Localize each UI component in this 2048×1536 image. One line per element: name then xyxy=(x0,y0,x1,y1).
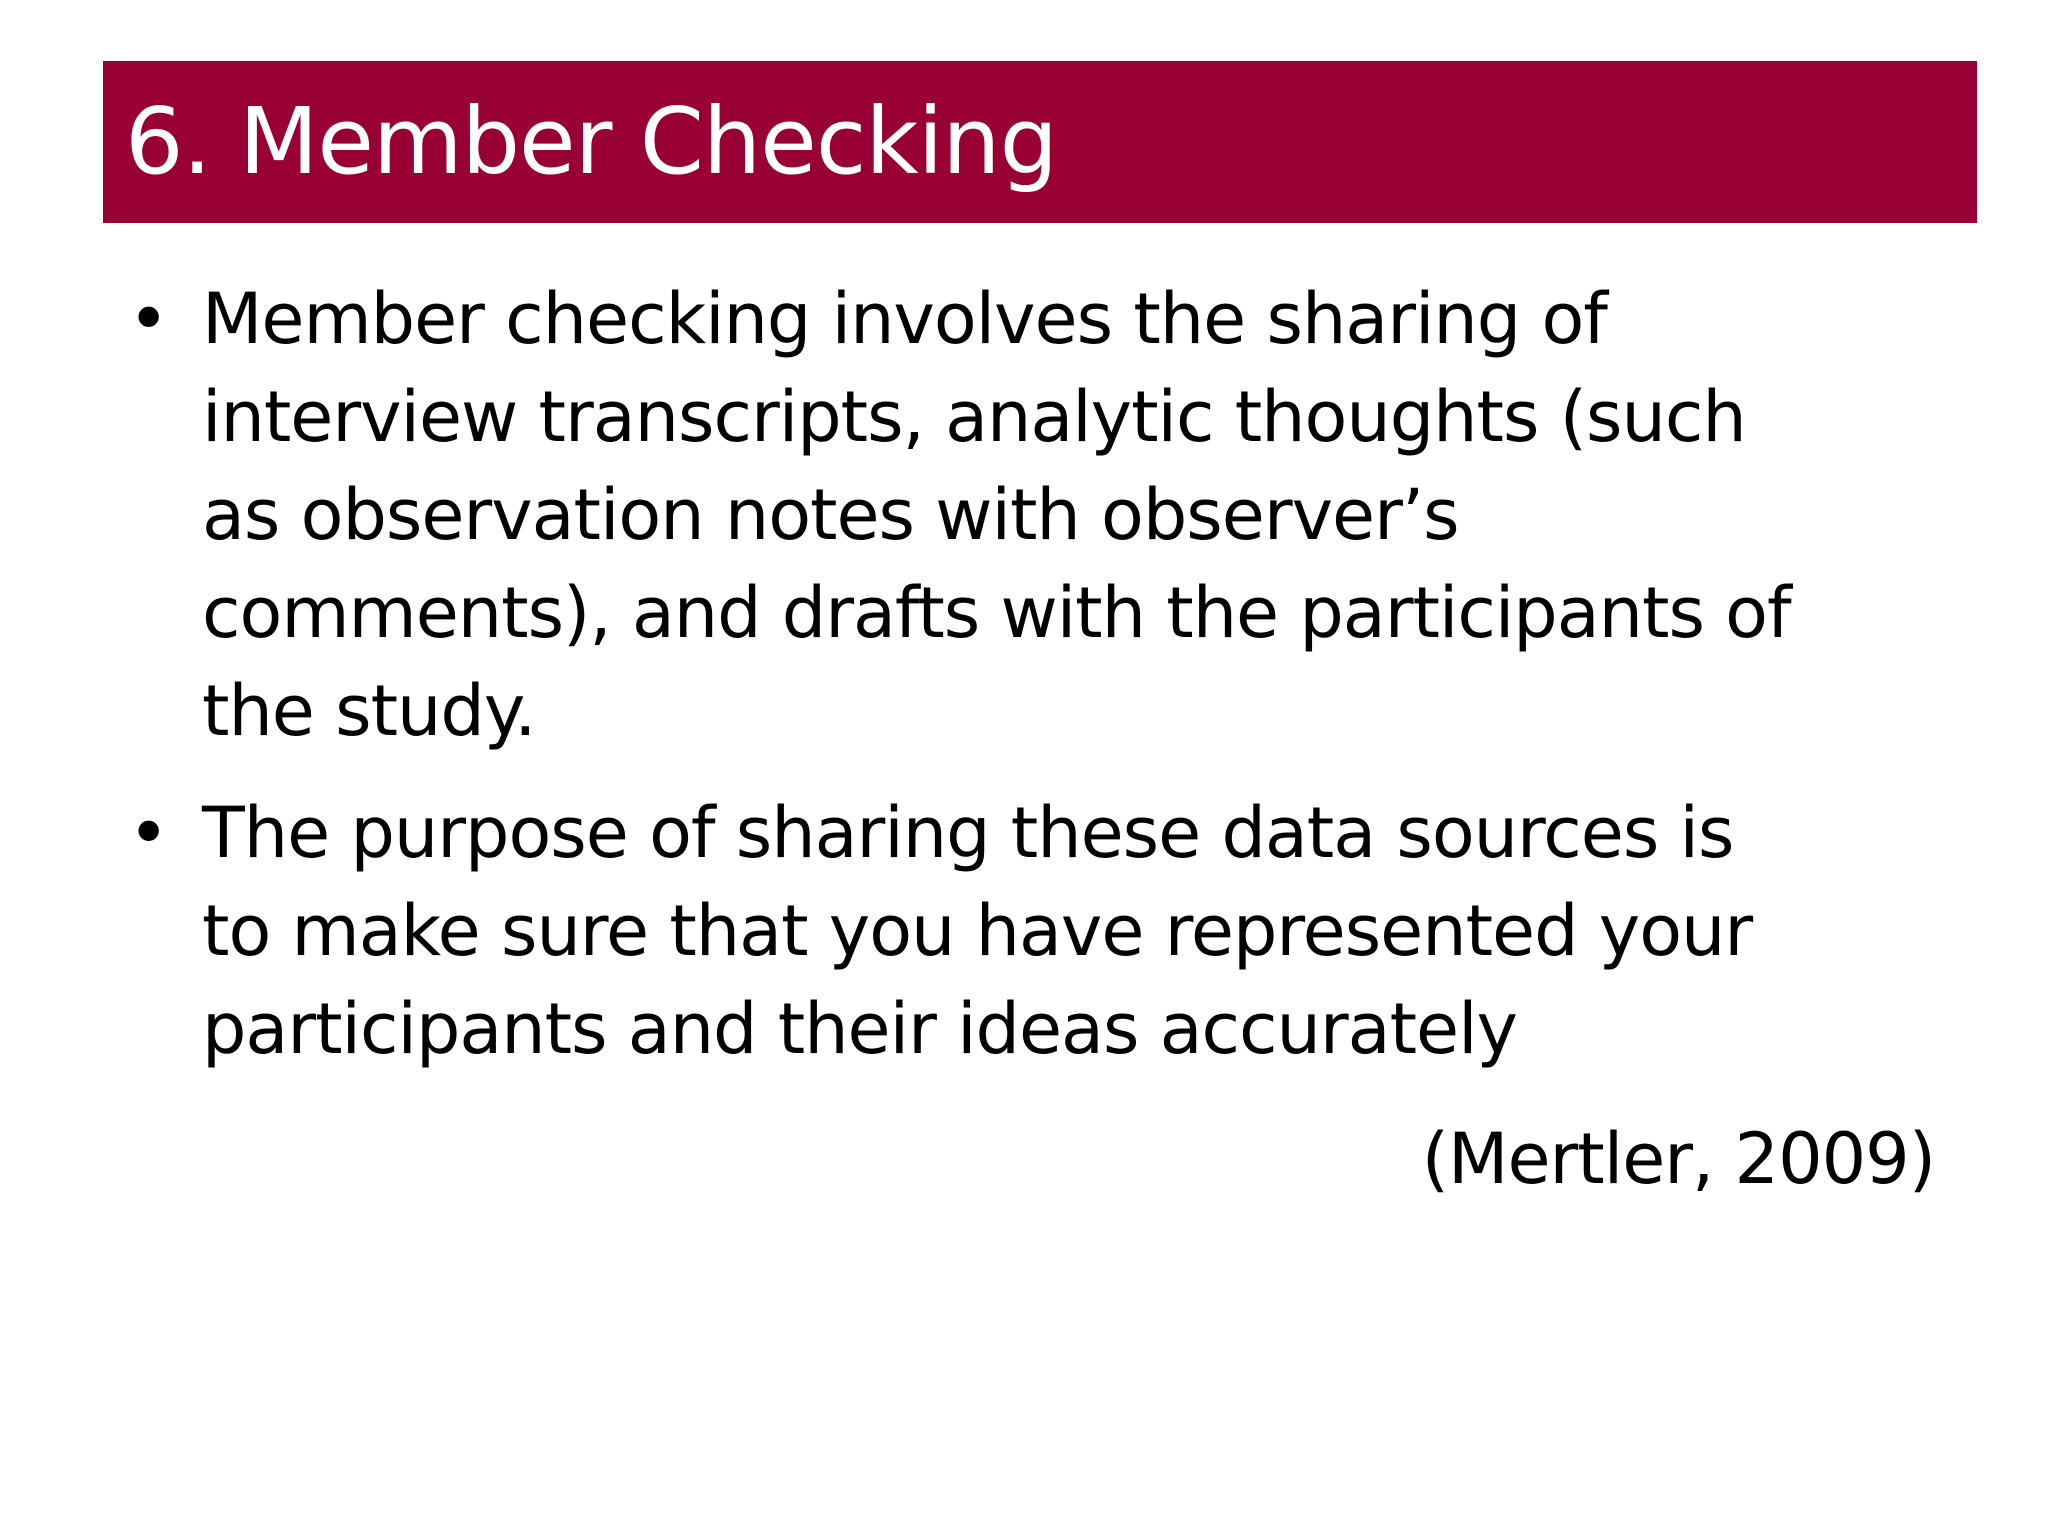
bullet-2-line-1: The purpose of sharing these data sources is xyxy=(202,792,1734,874)
bullet-1-line-3: as observation notes with observer’s xyxy=(202,474,1459,556)
bullet-2-line-2: to make sure that you have represented your xyxy=(202,890,1753,972)
slide-title: 6. Member Checking xyxy=(125,88,1057,195)
citation: (Mertler, 2009) xyxy=(1421,1118,1935,1200)
bullet-2-line-3: participants and their ideas accurately xyxy=(202,988,1517,1070)
bullet-item-1 xyxy=(124,270,1964,760)
bullet-marker-icon: • xyxy=(128,792,169,874)
bullet-1-line-1: Member checking involves the sharing of xyxy=(202,278,1607,360)
title-bar xyxy=(103,61,1977,223)
bullet-marker-icon: • xyxy=(128,278,169,360)
bullet-1-line-4: comments), and drafts with the participants of xyxy=(202,572,1791,654)
bullet-item-2 xyxy=(124,784,1964,1078)
bullet-1-line-2: interview transcripts, analytic thoughts (such xyxy=(202,376,1746,458)
bullet-1-line-5: the study. xyxy=(202,670,536,752)
bullet-list xyxy=(124,270,1964,1102)
